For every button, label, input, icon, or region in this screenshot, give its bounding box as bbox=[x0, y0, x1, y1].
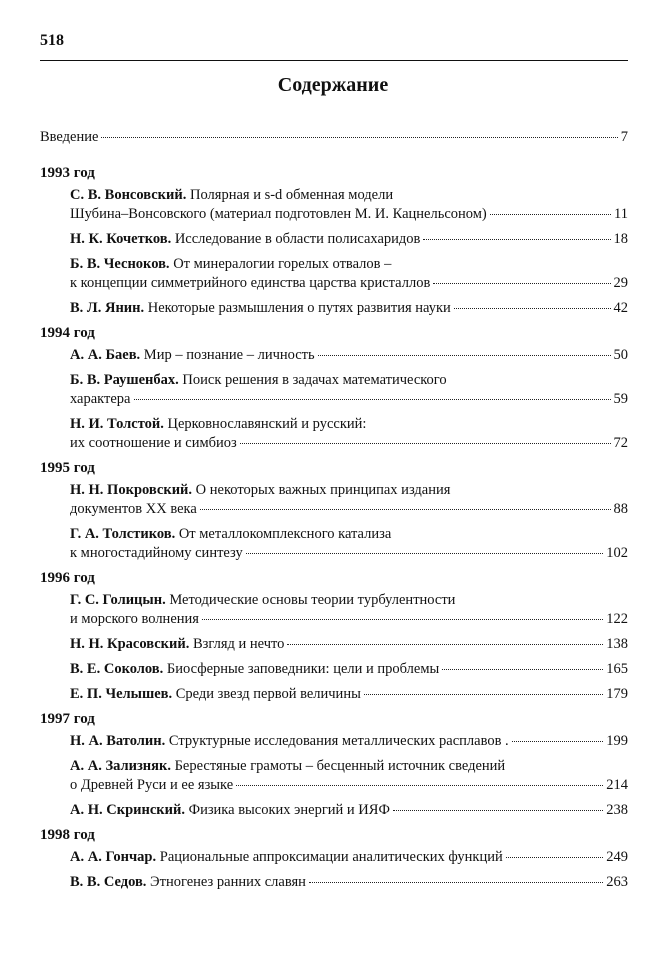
author-name: Б. В. Раушенбах. bbox=[70, 372, 179, 388]
year-heading: 1993 год bbox=[40, 165, 95, 181]
toc-entry-line bbox=[70, 500, 628, 519]
toc-entry-line bbox=[70, 776, 628, 795]
entry-title-text: Поиск решения в задачах математического bbox=[182, 372, 447, 388]
dot-leader bbox=[393, 810, 603, 811]
author-name: А. А. Баев. bbox=[70, 347, 141, 363]
entry-page-number: 18 bbox=[613, 231, 628, 247]
toc-entry[interactable] bbox=[40, 346, 628, 365]
table-of-contents bbox=[40, 128, 628, 898]
entry-title-text: Рациональные аппроксимации аналитических функций bbox=[159, 849, 503, 865]
author-name: В. В. Седов. bbox=[70, 874, 147, 890]
year-section bbox=[40, 826, 628, 892]
entry-title-text: Берестяные грамоты – бесценный источник сведений bbox=[174, 758, 506, 774]
dot-leader bbox=[364, 694, 603, 695]
toc-entry-line bbox=[70, 544, 628, 563]
toc-entry-line bbox=[70, 757, 628, 776]
entry-page-number: 238 bbox=[606, 802, 628, 818]
toc-entry[interactable] bbox=[40, 525, 628, 563]
toc-entry-line bbox=[70, 186, 628, 205]
entry-title-text: к многостадийному синтезу bbox=[70, 545, 243, 561]
entry-title-text: и морского волнения bbox=[70, 611, 199, 627]
toc-entry[interactable] bbox=[40, 299, 628, 318]
entry-title-text: Структурные исследования металлических расплавов . bbox=[168, 733, 509, 749]
year-heading: 1997 год bbox=[40, 711, 95, 727]
dot-leader bbox=[433, 283, 610, 284]
toc-entry[interactable] bbox=[40, 591, 628, 629]
dot-leader bbox=[309, 882, 603, 883]
toc-entry[interactable] bbox=[40, 255, 628, 293]
toc-entry[interactable] bbox=[40, 230, 628, 249]
author-name: Н. И. Толстой. bbox=[70, 416, 164, 432]
entry-title-text: Исследование в области полисахаридов bbox=[174, 231, 421, 247]
dot-leader bbox=[236, 785, 603, 786]
dot-leader bbox=[134, 399, 611, 400]
toc-entry-line bbox=[70, 525, 628, 544]
toc-entry[interactable] bbox=[40, 371, 628, 409]
dot-leader bbox=[318, 355, 611, 356]
author-name: Е. П. Челышев. bbox=[70, 686, 173, 702]
toc-entry[interactable] bbox=[40, 635, 628, 654]
entry-page-number: 122 bbox=[606, 611, 628, 627]
intro-page-number: 7 bbox=[620, 129, 628, 145]
toc-entry-line bbox=[70, 255, 628, 274]
toc-entry[interactable] bbox=[40, 186, 628, 224]
dot-leader bbox=[287, 644, 603, 645]
dot-leader bbox=[240, 443, 611, 444]
toc-entry[interactable] bbox=[40, 685, 628, 704]
toc-entry[interactable] bbox=[40, 732, 628, 751]
entry-page-number: 88 bbox=[613, 501, 628, 517]
toc-entry-line bbox=[70, 390, 628, 409]
entry-page-number: 59 bbox=[613, 391, 628, 407]
entry-title-text: От минералогии горелых отвалов – bbox=[173, 256, 392, 272]
author-name: Б. В. Чесноков. bbox=[70, 256, 170, 272]
toc-entry-line bbox=[70, 346, 628, 365]
entry-title-text: Шубина–Вонсовского (материал подготовлен М. И. Кацнельсоном) bbox=[70, 206, 487, 222]
header-rule bbox=[40, 60, 628, 61]
toc-entry-line bbox=[70, 591, 628, 610]
page-number: 518 bbox=[40, 32, 64, 49]
entry-title-text: характера bbox=[70, 391, 131, 407]
year-heading: 1996 год bbox=[40, 570, 95, 586]
author-name: Н. А. Ватолин. bbox=[70, 733, 166, 749]
author-name: А. А. Гончар. bbox=[70, 849, 157, 865]
toc-entry[interactable] bbox=[40, 481, 628, 519]
toc-entry-line bbox=[70, 415, 628, 434]
toc-entry-line bbox=[70, 230, 628, 249]
toc-entry-line bbox=[70, 635, 628, 654]
author-name: А. Н. Скринский. bbox=[70, 802, 185, 818]
toc-entry-line bbox=[70, 274, 628, 293]
author-name: В. Л. Янин. bbox=[70, 300, 145, 316]
entry-page-number: 138 bbox=[606, 636, 628, 652]
toc-entry[interactable] bbox=[40, 848, 628, 867]
entry-title-text: о Древней Руси и ее языке bbox=[70, 777, 234, 793]
dot-leader bbox=[454, 308, 611, 309]
dot-leader bbox=[246, 553, 604, 554]
author-name: Н. Н. Покровский. bbox=[70, 482, 193, 498]
entry-title-text: Взгляд и нечто bbox=[192, 636, 285, 652]
toc-entry-line bbox=[70, 371, 628, 390]
toc-entry-line bbox=[70, 205, 628, 224]
entry-page-number: 179 bbox=[606, 686, 628, 702]
year-section bbox=[40, 459, 628, 563]
entry-page-number: 214 bbox=[606, 777, 628, 793]
entry-title-text: Среди звезд первой величины bbox=[175, 686, 361, 702]
entry-title-text: Мир – познание – личность bbox=[143, 347, 315, 363]
entry-page-number: 165 bbox=[606, 661, 628, 677]
author-name: А. А. Зализняк. bbox=[70, 758, 171, 774]
author-name: Г. А. Толстиков. bbox=[70, 526, 176, 542]
toc-entry-line bbox=[70, 610, 628, 629]
entry-page-number: 72 bbox=[613, 435, 628, 451]
entry-title-text: их соотношение и симбиоз bbox=[70, 435, 237, 451]
entry-title-text: к концепции симметрийного единства царства кристаллов bbox=[70, 275, 431, 291]
entry-title-text: документов XX века bbox=[70, 501, 197, 517]
entry-page-number: 11 bbox=[614, 206, 628, 222]
author-name: Н. Н. Красовский. bbox=[70, 636, 190, 652]
year-section bbox=[40, 324, 628, 453]
dot-leader bbox=[442, 669, 603, 670]
toc-entry[interactable] bbox=[40, 660, 628, 679]
toc-entry-line bbox=[70, 801, 628, 820]
entry-title-text: Физика высоких энергий и ИЯФ bbox=[188, 802, 390, 818]
year-section bbox=[40, 164, 628, 318]
entry-title-text: Церковнославянский и русский: bbox=[167, 416, 367, 432]
dot-leader bbox=[490, 214, 611, 215]
entry-title-text: Некоторые размышления о путях развития науки bbox=[147, 300, 451, 316]
toc-entry[interactable] bbox=[40, 801, 628, 820]
dot-leader bbox=[200, 509, 611, 510]
entry-title-text: Биосферные заповедники: цели и проблемы bbox=[166, 661, 440, 677]
author-name: В. Е. Соколов. bbox=[70, 661, 164, 677]
intro-label: Введение bbox=[40, 129, 99, 145]
toc-entry[interactable] bbox=[40, 415, 628, 453]
toc-entry-line bbox=[70, 848, 628, 867]
toc-entry-line bbox=[70, 685, 628, 704]
entry-title-text: О некоторых важных принципах издания bbox=[195, 482, 451, 498]
entry-page-number: 102 bbox=[606, 545, 628, 561]
entry-page-number: 263 bbox=[606, 874, 628, 890]
toc-entry-line bbox=[70, 434, 628, 453]
year-section bbox=[40, 569, 628, 704]
toc-intro-line[interactable] bbox=[40, 128, 628, 147]
author-name: Г. С. Голицын. bbox=[70, 592, 166, 608]
dot-leader bbox=[506, 857, 604, 858]
author-name: Н. К. Кочетков. bbox=[70, 231, 172, 247]
year-heading: 1998 год bbox=[40, 827, 95, 843]
dot-leader bbox=[512, 741, 604, 742]
page-title: Содержание bbox=[277, 74, 389, 96]
entry-title-text: От металлокомплексного катализа bbox=[178, 526, 392, 542]
toc-entry-line bbox=[70, 873, 628, 892]
year-heading: 1995 год bbox=[40, 460, 95, 476]
toc-entry[interactable] bbox=[40, 873, 628, 892]
year-sections bbox=[40, 164, 628, 892]
toc-entry-line bbox=[70, 299, 628, 318]
year-heading: 1994 год bbox=[40, 325, 95, 341]
entry-title-text: Этногенез ранних славян bbox=[150, 874, 306, 890]
toc-entry[interactable] bbox=[40, 757, 628, 795]
dot-leader bbox=[423, 239, 610, 240]
entry-page-number: 42 bbox=[613, 300, 628, 316]
entry-page-number: 249 bbox=[606, 849, 628, 865]
entry-page-number: 199 bbox=[606, 733, 628, 749]
year-section bbox=[40, 710, 628, 820]
entry-title-text: Полярная и s-d обменная модели bbox=[190, 187, 394, 203]
entry-title-text: Методические основы теории турбулентности bbox=[169, 592, 456, 608]
author-name: С. В. Вонсовский. bbox=[70, 187, 187, 203]
toc-entry-line bbox=[70, 660, 628, 679]
toc-entry-line bbox=[70, 732, 628, 751]
dot-leader bbox=[101, 137, 617, 138]
entry-page-number: 29 bbox=[613, 275, 628, 291]
dot-leader bbox=[202, 619, 603, 620]
entry-page-number: 50 bbox=[613, 347, 628, 363]
toc-entry-line bbox=[70, 481, 628, 500]
